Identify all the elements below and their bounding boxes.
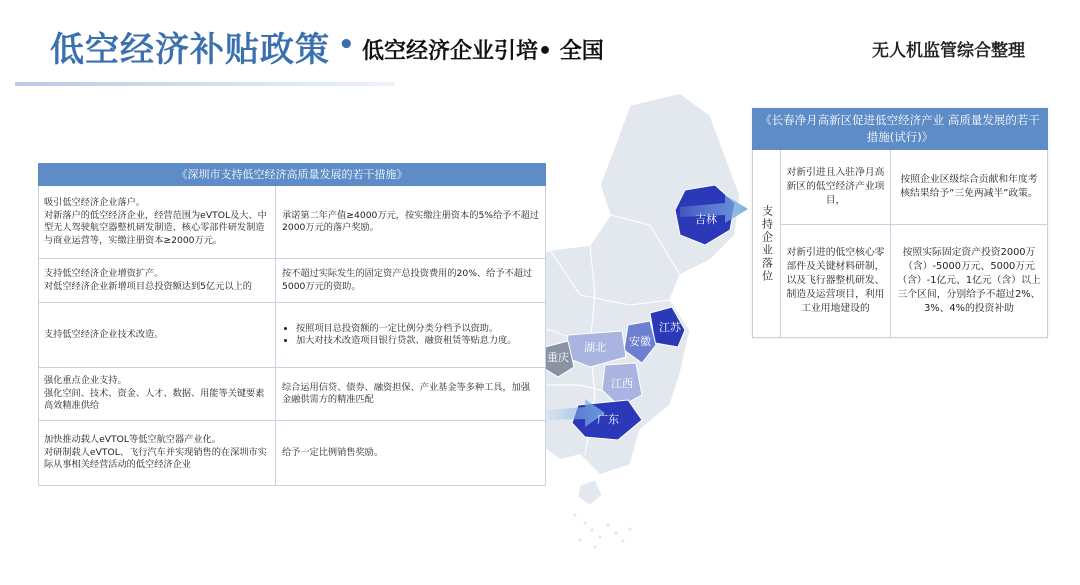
changchun-policy-table	[752, 108, 1048, 338]
page-subtitle: 低空经济企业引培• 全国	[362, 39, 604, 64]
table-row	[38, 259, 546, 303]
bullet-list	[282, 323, 517, 348]
row-right-cell: 按照企业区级综合贡献和年度考核结果给予“三免两减半”政策。	[900, 174, 1038, 199]
island-dot	[628, 527, 631, 530]
bullet-item: • 按照项目总投资额的一定比例分类分档予以资助。	[296, 323, 517, 336]
island-dot	[578, 538, 581, 541]
table-row	[781, 225, 1047, 337]
table-row	[781, 150, 1047, 225]
label-hubei: 湖北	[584, 341, 606, 354]
row-left-cell: 支持低空经济企业增资扩产。 对低空经济企业新增项目总投资额达到5亿元以上的	[38, 259, 276, 302]
island-dot	[593, 545, 596, 548]
row-left-cell: 对新引进且入驻净月高新区的低空经济产业项目，	[781, 150, 891, 224]
row-right-cell: 综合运用信贷、债券、融资担保、产业基金等多种工具，加强金融供需方的精准匹配	[276, 368, 546, 420]
table-row	[38, 368, 546, 421]
row-right-cell	[276, 303, 546, 367]
label-chongqing: 重庆	[547, 351, 569, 364]
title-separator: •	[338, 30, 355, 60]
row-right-cell: 给予一定比例销售奖励。	[276, 421, 546, 485]
shenzhen-table-title: 《深圳市支持低空经济高质量发展的若干措施》	[38, 163, 546, 186]
source-label: 无人机监管综合整理	[872, 41, 1025, 61]
island-dot	[573, 513, 576, 516]
changchun-rows	[781, 150, 1047, 337]
island-dot	[606, 523, 609, 526]
island-dot	[614, 531, 617, 534]
island-dot	[583, 521, 586, 524]
row-left-cell: 对新引进的低空核心零部件及关键材料研制，以及飞行器整机研发、制造及运营项目，利用工业用地建设的	[781, 225, 891, 337]
row-left-cell: 吸引低空经济企业落户。 对新落户的低空经济企业，经营范围为eVTOL及大、中型无人驾驶航空器整机研发制造、核心零部件研发制造与商业运营等，实缴注册资本≥2000万元。	[38, 186, 276, 258]
row-right-cell: 按不超过实际发生的固定资产总投资费用的20%、给予不超过5000万元的资助。	[276, 259, 546, 302]
title-underline	[15, 82, 395, 86]
changchun-table-title: 《长春净月高新区促进低空经济产业 高质量发展的若干措施(试行)》	[752, 108, 1048, 150]
row-left-cell: 加快推动载人eVTOL等低空航空器产业化。 对研制载人eVTOL、飞行汽车并实现销售的在深圳市实际从事相关经营活动的低空经济企业	[38, 421, 276, 485]
label-anhui: 安徽	[629, 335, 651, 348]
island-dots	[573, 513, 631, 548]
label-jiangsu: 江苏	[659, 321, 681, 334]
table-row	[38, 421, 546, 486]
shenzhen-policy-table	[38, 163, 546, 486]
island-dot	[598, 535, 601, 538]
island-dot	[621, 539, 624, 542]
label-jilin: 吉林	[695, 213, 717, 226]
label-guangdong: 广东	[597, 413, 619, 426]
bullet-item: • 加大对技术改造项目银行贷款、融资租赁等贴息力度。	[296, 335, 517, 348]
row-left-cell: 支持低空经济企业技术改造。	[38, 303, 276, 367]
changchun-table-body	[752, 150, 1048, 338]
side-label: 支持企业落位	[753, 150, 781, 337]
row-right-cell: 按照实际固定资产投资2000万（含）-5000万元、5000万元（含）-1亿元、1亿元（含）以上三个区间，分别给予不超过2%、3%、4%的投资补助	[897, 247, 1041, 314]
page-title: 低空经济补贴政策	[50, 30, 330, 70]
table-row	[38, 303, 546, 368]
label-jiangxi: 江西	[611, 377, 633, 390]
island-dot	[590, 528, 593, 531]
row-right-cell: 承诺第二年产值≥4000万元，按实缴注册资本的5%给予不超过2000万元的落户奖励。	[276, 186, 546, 258]
row-left-cell: 强化重点企业支持。 强化空间、技术、资金、人才、数据、用能等关键要素高效精准供给	[38, 368, 276, 420]
table-row	[38, 186, 546, 259]
